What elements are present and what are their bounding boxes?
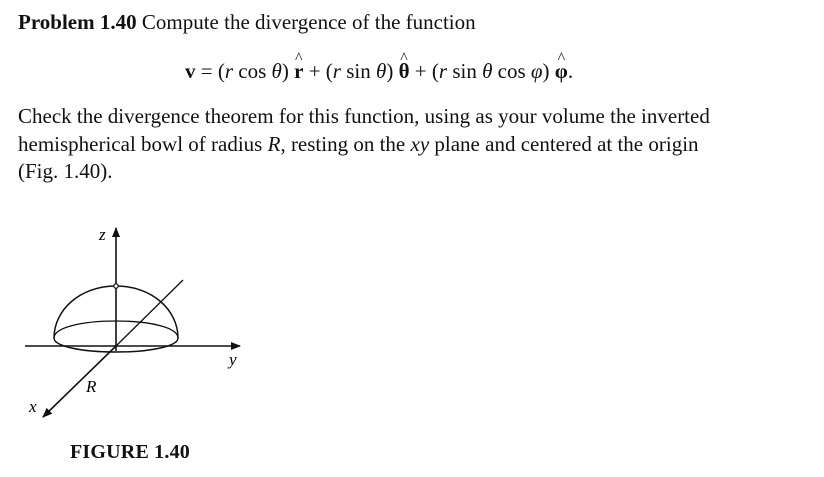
problem-statement: [18, 8, 476, 36]
x-axis: [43, 346, 116, 417]
text-run: hemispherical bowl of radius: [18, 131, 268, 156]
eq-part: sin: [340, 59, 376, 83]
eq-part: ): [386, 59, 399, 83]
eq-part: .: [567, 59, 574, 83]
eq-part: + (: [303, 59, 333, 83]
eq-v: v: [185, 59, 196, 83]
xy-symbol: xy: [410, 131, 430, 156]
eq-r: r: [332, 59, 341, 83]
text-run: , resting on the: [280, 131, 411, 156]
eq-theta: θ: [375, 59, 387, 83]
problem-label: Problem 1.40: [18, 10, 137, 34]
text-run: plane and centered at the origin: [429, 131, 699, 156]
eq-part: = (: [195, 59, 225, 83]
x-axis-label: x: [29, 397, 37, 416]
radius-label: R: [86, 377, 97, 396]
eq-phi: φ: [530, 59, 543, 83]
eq-theta: θ: [482, 59, 493, 83]
paragraph-line-1: Check the divergence theorem for this function, using as your volume the inverted: [18, 104, 710, 128]
eq-thetahat: ^ θ: [399, 57, 410, 85]
eq-rhat: ^ r: [294, 57, 303, 85]
eq-phihat: ^ φ: [555, 57, 568, 85]
eq-r: r: [224, 59, 234, 83]
radius-line: [116, 280, 183, 346]
problem-paragraph: [18, 103, 808, 186]
eq-part: sin: [447, 59, 483, 83]
eq-part: ): [542, 59, 555, 83]
eq-part: cos: [492, 59, 531, 83]
hemisphere-figure: [0, 215, 260, 440]
z-axis-label: z: [99, 225, 106, 244]
paragraph-line-3: (Fig. 1.40).: [18, 159, 113, 183]
eq-theta: θ: [271, 59, 282, 83]
eq-part: cos: [233, 59, 272, 83]
y-axis-label: y: [229, 350, 237, 369]
figure-caption: FIGURE 1.40: [70, 441, 190, 463]
paragraph-line-2: [18, 131, 808, 159]
eq-part: + (: [409, 59, 439, 83]
pole-marker: [114, 284, 118, 288]
radius-symbol: R: [267, 131, 281, 156]
vector-field-equation: [185, 57, 573, 85]
eq-r: r: [438, 59, 448, 83]
eq-part: ): [281, 59, 295, 83]
problem-prompt: Compute the divergence of the function: [141, 10, 476, 34]
